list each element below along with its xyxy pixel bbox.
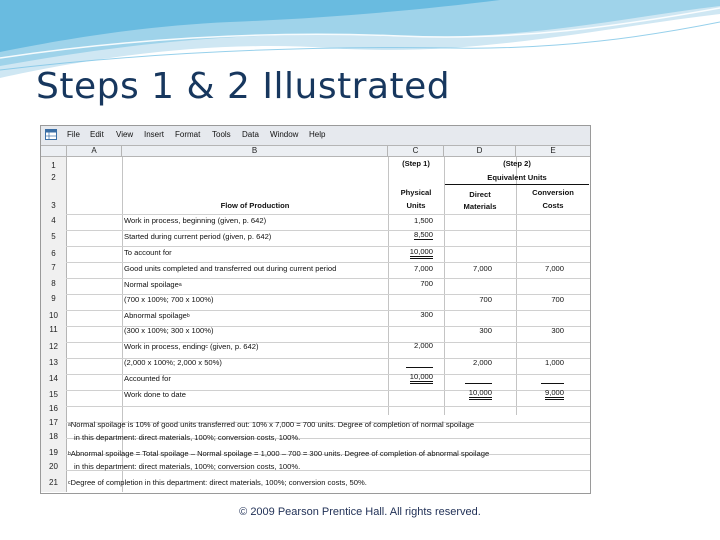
flow-header: Flow of Production [220,201,290,210]
costs-header: Costs [542,201,564,210]
units-header: Units [406,201,426,210]
value-cell-underlined [393,230,433,240]
row-header[interactable]: 15 [49,390,58,399]
value-cell: 2,000 [413,341,433,350]
step1-header: (Step 1) [402,159,430,168]
select-all-corner[interactable] [41,146,67,156]
line-wip-ending: Work in process, ending$^c$ (given, p. 642) [124,342,259,351]
menu-edit[interactable]: Edit [90,130,104,139]
row-header[interactable]: 16 [49,404,58,413]
row-header[interactable]: 9 [51,294,56,303]
menu-view[interactable]: View [116,130,134,139]
value-cell: 10,000 [469,388,492,400]
underline-mark [541,383,564,384]
column-header-d[interactable]: D [444,146,516,156]
grid-line [66,246,590,247]
step2-header: (Step 2) [503,159,531,168]
line-wip-ending-calc: (2,000 x 100%; 2,000 x 50%) [124,358,222,367]
value-cell: 300 [420,310,433,319]
line-good-units: Good units completed and transferred out during current period [124,264,337,273]
grid-line [66,262,590,263]
row-header[interactable]: 13 [49,358,58,367]
value-cell: 7,000 [413,264,433,273]
line-normal-spoilage-calc: (700 x 100%; 700 x 100%) [124,295,214,304]
line-accounted-for: Accounted for [124,374,171,383]
line-work-done: Work done to date [124,390,186,399]
line-to-account-for: To account for [124,248,172,257]
column-header-c[interactable]: C [388,146,444,156]
line-normal-spoilage: Normal spoilage$^a$ [124,280,182,289]
value-cell: 9,000 [545,388,564,400]
menu-insert[interactable]: Insert [144,130,165,139]
menu-format[interactable]: Format [175,130,201,139]
physical-header: Physical [400,188,432,197]
copyright-notice: © 2009 Pearson Prentice Hall. All rights reserved. [239,506,481,518]
grid-line [66,278,590,279]
row-header[interactable]: 19 [49,448,58,457]
spreadsheet-icon [45,129,57,140]
menu-bar [41,126,590,146]
value-cell-double [393,372,433,382]
value-cell: 300 [479,326,492,335]
value-cell: 1,000 [544,358,564,367]
row-header[interactable]: 17 [49,418,58,427]
row-header[interactable]: 8 [51,279,56,288]
menu-help[interactable]: Help [309,130,326,139]
row-header[interactable]: 4 [51,216,56,225]
direct-header: Direct [469,190,491,199]
row-header[interactable]: 10 [49,311,58,320]
value-cell: 700 [551,295,564,304]
row-header[interactable]: 12 [49,342,58,351]
row-header[interactable]: 18 [49,432,58,441]
column-header-a[interactable]: A [67,146,122,156]
column-headers [41,146,590,157]
value-cell-double [393,247,433,257]
footnote-a: $^a$Normal spoilage is 10% of good units transferred out: 10% x 7,000 = 700 units. Degree of completion of normal spoilage [68,420,475,429]
header-rule [445,184,589,185]
footnote-c: $^c$Degree of completion in this department: direct materials, 100%; conversion costs, 50%. [68,478,367,487]
materials-header: Materials [463,202,497,211]
value-cell: 10,000 [410,372,433,384]
row-header[interactable]: 7 [51,263,56,272]
grid-line [66,230,590,231]
line-started: Started during current period (given, p. 642) [124,232,272,241]
row-headers [41,157,67,492]
row-header[interactable]: 1 [51,161,56,170]
value-cell: 300 [551,326,564,335]
row-header[interactable]: 20 [49,462,58,471]
slide-title: Steps 1 & 2 Illustrated [36,66,451,107]
footnote-b: $^b$Abnormal spoilage = Total spoilage – Normal spoilage = 1,000 – 700 = 300 units. Degree of completion of abnormal spoilage [68,449,490,458]
value-cell: 700 [479,295,492,304]
conversion-header: Conversion [532,188,574,197]
row-header[interactable]: 2 [51,173,56,182]
value-cell: 10,000 [410,247,433,259]
value-cell: 8,500 [413,230,433,239]
equivalent-units-header: Equivalent Units [487,173,547,182]
column-header-b[interactable]: B [122,146,388,156]
underline-mark [465,383,492,384]
row-header[interactable]: 6 [51,249,56,258]
column-header-e[interactable]: E [550,146,556,155]
line-abnormal-spoilage: Abnormal spoilage$^b$ [124,311,190,320]
row-header[interactable]: 3 [51,201,56,210]
value-cell-double [444,388,492,398]
value-cell: 700 [420,279,433,288]
menu-file[interactable]: File [67,130,80,139]
value-cell: 7,000 [544,264,564,273]
underline-mark [406,367,433,368]
value-cell: 1,500 [413,216,433,225]
value-cell: 7,000 [472,264,492,273]
value-cell: 2,000 [472,358,492,367]
row-header[interactable]: 11 [49,325,58,334]
menu-tools[interactable]: Tools [212,130,231,139]
line-abnormal-spoilage-calc: (300 x 100%; 300 x 100%) [124,326,214,335]
footnote-b-cont: in this department: direct materials, 100%; conversion costs, 100%. [74,462,301,471]
grid-line [66,214,590,215]
row-header[interactable]: 21 [49,478,58,487]
footnote-a-cont: in this department: direct materials, 100%; conversion costs, 100%. [74,433,301,442]
row-header[interactable]: 5 [51,232,56,241]
menu-window[interactable]: Window [270,130,299,139]
row-header[interactable]: 14 [49,374,58,383]
value-cell-double [516,388,564,398]
menu-data[interactable]: Data [242,130,259,139]
line-wip-beginning: Work in process, beginning (given, p. 642) [124,216,267,225]
spreadsheet-screenshot [40,125,591,494]
grid-line [66,406,590,407]
